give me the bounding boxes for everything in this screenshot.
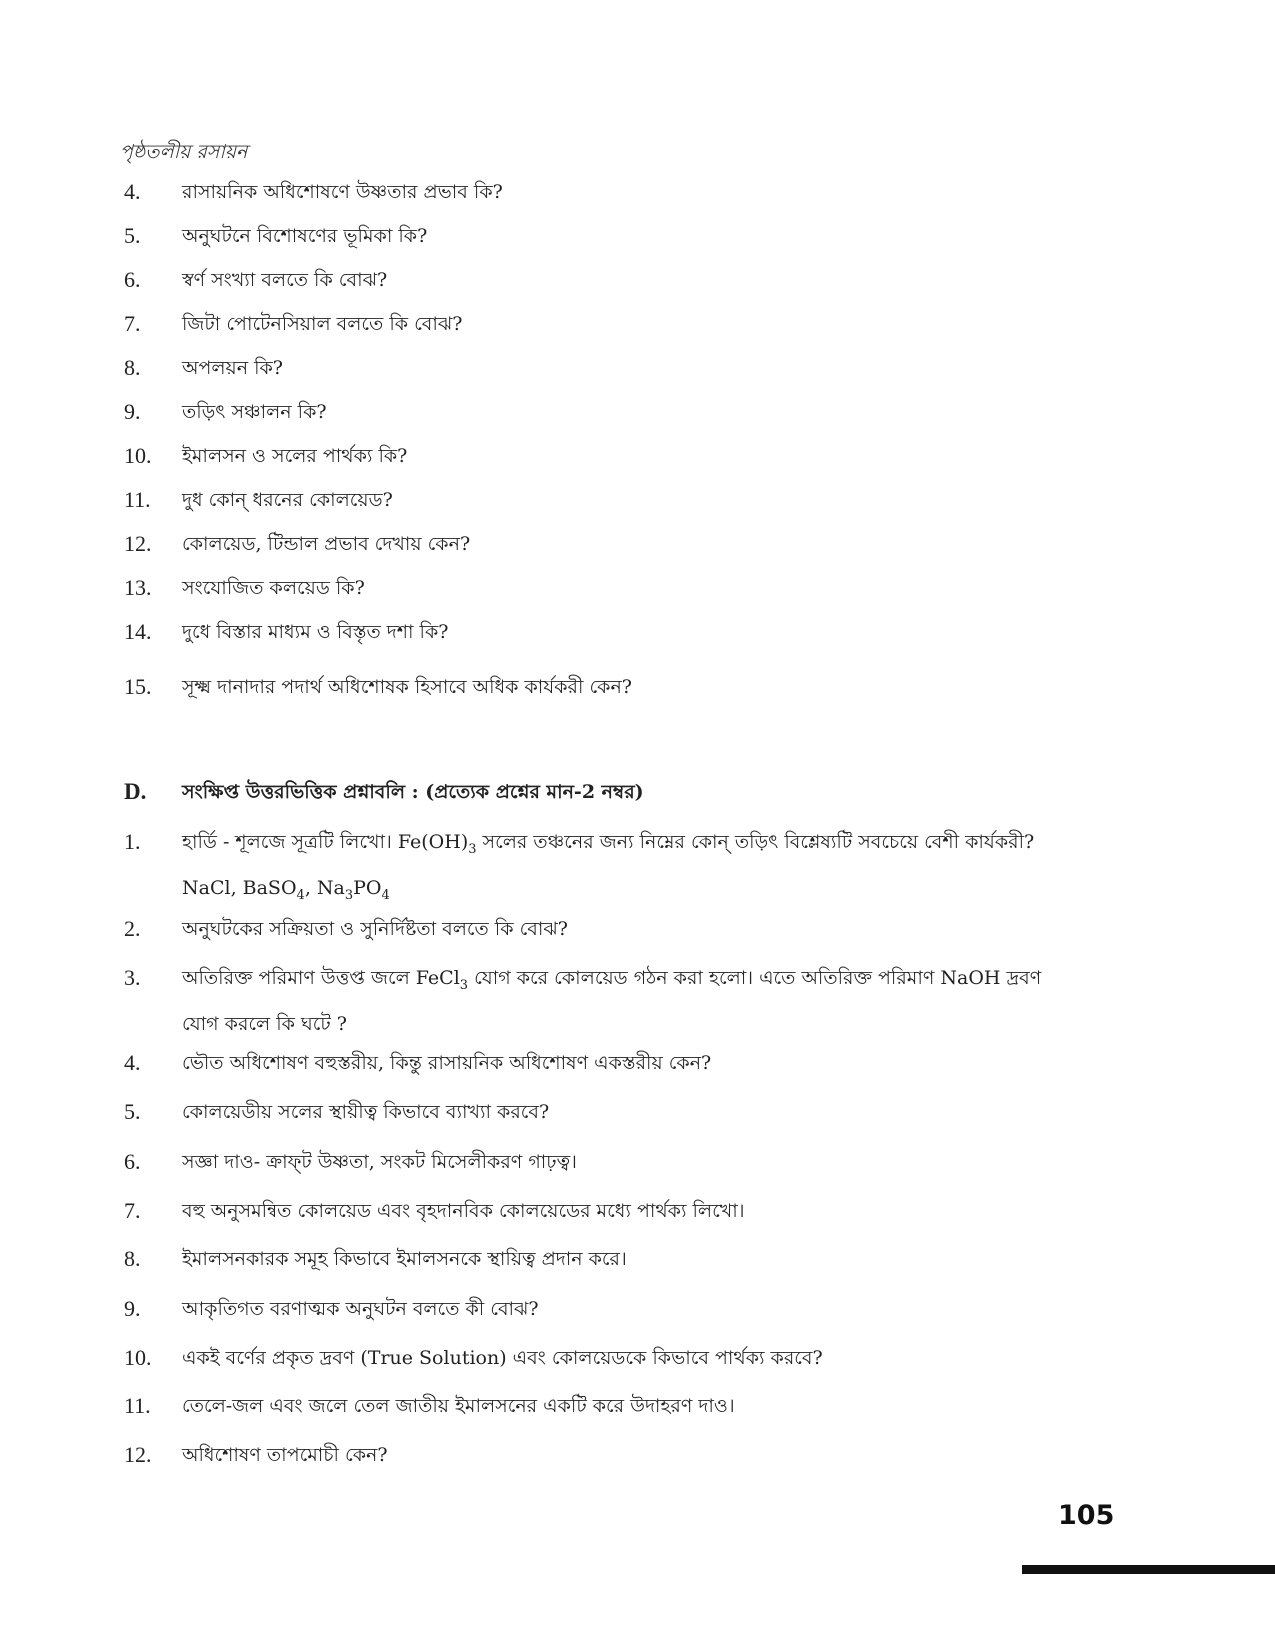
- question-text-part: অতিরিক্ত পরিমাণ উত্তপ্ত জলে FeCl: [182, 967, 460, 989]
- question-text: [182, 964, 1122, 1038]
- question-number: 6.: [124, 267, 141, 292]
- question-number: 12.: [124, 1442, 152, 1467]
- question-text: দুধে বিস্তার মাধ্যম ও বিস্তৃত দশা কি?: [182, 621, 449, 643]
- question-number: 1.: [124, 829, 141, 854]
- question-text: কোলয়েড, টিন্ডাল প্রভাব দেখায় কেন?: [182, 533, 471, 555]
- list-item: [0, 486, 1275, 526]
- question-text-part: PO: [353, 876, 382, 899]
- section-label: D.: [124, 779, 147, 804]
- question-text: দুধ কোন্ ধরনের কোলয়েড?: [182, 489, 393, 511]
- question-text: ইমালসনকারক সমূহ কিভাবে ইমালসনকে স্থায়িত্ব প্রদান করে।: [182, 1248, 627, 1270]
- question-text: সংযোজিত কলয়েড কি?: [182, 577, 365, 599]
- question-number: 5.: [124, 223, 141, 248]
- question-number: 12.: [124, 531, 152, 556]
- question-number: 15.: [124, 674, 152, 699]
- question-text: একই বর্ণের প্রকৃত দ্রবণ (True Solution) এবং কোলয়েডকে কিভাবে পার্থক্য করবে?: [182, 1347, 823, 1369]
- list-item: [0, 398, 1275, 438]
- list-item: [0, 673, 1275, 713]
- question-number: 11.: [124, 1393, 151, 1418]
- question-text: অনুঘটকের সক্রিয়তা ও সুনির্দিষ্টতা বলতে কি বোঝ?: [182, 918, 568, 940]
- question-number: 7.: [124, 1198, 141, 1223]
- footer-rule: [1022, 1565, 1275, 1574]
- list-item: [0, 530, 1275, 570]
- question-number: 9.: [124, 399, 141, 424]
- question-text-part: সলের তঞ্চনের জন্য নিম্নের কোন্ তড়িৎ বিশ্লেষ্যটি সবচেয়ে বেশী কার্যকরী?: [476, 831, 1035, 853]
- section-title: সংক্ষিপ্ত উত্তরভিত্তিক প্রশ্নাবলি : (প্রত্যেক প্রশ্নের মান-2 নম্বর): [182, 781, 644, 803]
- question-number: 6.: [124, 1149, 141, 1174]
- subscript: 3: [468, 841, 477, 857]
- question-text: ভৌত অধিশোষণ বহুস্তরীয়, কিন্তু রাসায়নিক অধিশোষণ একস্তরীয় কেন?: [182, 1052, 712, 1074]
- subscript: 4: [381, 887, 390, 903]
- list-item: [0, 1197, 1275, 1237]
- question-text: অপলয়ন কি?: [182, 357, 283, 379]
- question-text-part: হার্ডি - শূলজে সূত্রটি লিখো। Fe(OH): [182, 831, 469, 853]
- question-text: কোলয়েডীয় সলের স্থায়ীত্ব কিভাবে ব্যাখ্যা করবে?: [182, 1101, 550, 1123]
- list-item: [0, 964, 1275, 1034]
- list-item: [0, 618, 1275, 658]
- question-number: 3.: [124, 965, 141, 990]
- list-item: [0, 222, 1275, 262]
- section-heading: [0, 778, 1275, 812]
- list-item: [0, 1295, 1275, 1335]
- question-number: 8.: [124, 355, 141, 380]
- subscript: 4: [296, 887, 305, 903]
- list-item: [0, 442, 1275, 482]
- question-text: [182, 828, 1122, 910]
- question-number: 4.: [124, 179, 141, 204]
- list-item: [0, 1392, 1275, 1432]
- question-number: 10.: [124, 1345, 152, 1370]
- question-number: 4.: [124, 1050, 141, 1075]
- question-text: সজ্ঞা দাও- ক্রাফ্‌ট উষ্ণতা, সংকট মিসেলীকরণ গাঢ়ত্ব।: [182, 1151, 577, 1173]
- subscript: 3: [459, 977, 469, 993]
- question-number: 9.: [124, 1296, 141, 1321]
- question-text: অনুঘটনে বিশোষণের ভূমিকা কি?: [182, 225, 428, 247]
- question-number: 14.: [124, 619, 152, 644]
- question-text: ইমালসন ও সলের পার্থক্য কি?: [182, 445, 408, 467]
- running-header: পৃষ্ঠতলীয় রসায়ন: [120, 141, 248, 163]
- question-text: অধিশোষণ তাপমোচী কেন?: [182, 1444, 388, 1466]
- question-text-part: , Na: [304, 876, 345, 899]
- question-text-part: যোগ করে কোলয়েড গঠন করা হলো। এতে অতিরিক্ত পরিমাণ NaOH দ্রবণ: [468, 967, 1042, 989]
- question-text-line2: যোগ করলে কি ঘটে ?: [182, 1012, 347, 1035]
- list-item: [0, 266, 1275, 306]
- question-number: 11.: [124, 487, 151, 512]
- question-text-line2: [182, 874, 1122, 910]
- list-item: [0, 828, 1275, 903]
- list-item: [0, 1245, 1275, 1285]
- question-text: রাসায়নিক অধিশোষণে উষ্ণতার প্রভাব কি?: [182, 181, 503, 203]
- question-text: জিটা পোটেনসিয়াল বলতে কি বোঝ?: [182, 313, 463, 335]
- question-text: আকৃতিগত বরণাত্মক অনুঘটন বলতে কী বোঝ?: [182, 1298, 539, 1320]
- question-number: 2.: [124, 916, 141, 941]
- question-number: 5.: [124, 1099, 141, 1124]
- list-item: [0, 574, 1275, 614]
- list-item: [0, 1441, 1275, 1481]
- list-item: [0, 354, 1275, 394]
- list-item: [0, 1049, 1275, 1089]
- question-number: 8.: [124, 1246, 141, 1271]
- question-text: স্বর্ণ সংখ্যা বলতে কি বোঝ?: [182, 269, 388, 291]
- question-number: 7.: [124, 311, 141, 336]
- question-text: বহু অনুসমন্বিত কোলয়েড এবং বৃহদানবিক কোলয়েডের মধ্যে পার্থক্য লিখো।: [182, 1200, 745, 1222]
- list-item: [0, 310, 1275, 350]
- question-text: তড়িৎ সঞ্চালন কি?: [182, 401, 327, 423]
- subscript: 3: [344, 887, 354, 903]
- question-text: সূক্ষ্ম দানাদার পদার্থ অধিশোষক হিসাবে অধিক কার্যকরী কেন?: [182, 676, 632, 698]
- list-item: [0, 1098, 1275, 1138]
- list-item: [0, 1344, 1275, 1384]
- list-item: [0, 1148, 1275, 1188]
- question-text: তেলে-জল এবং জলে তেল জাতীয় ইমালসনের একটি করে উদাহরণ দাও।: [182, 1395, 735, 1417]
- list-item: [0, 915, 1275, 955]
- page-number: 105: [1058, 1500, 1115, 1531]
- question-text-part: NaCl, BaSO: [182, 876, 297, 899]
- question-number: 10.: [124, 443, 152, 468]
- list-item: [0, 178, 1275, 218]
- question-number: 13.: [124, 575, 152, 600]
